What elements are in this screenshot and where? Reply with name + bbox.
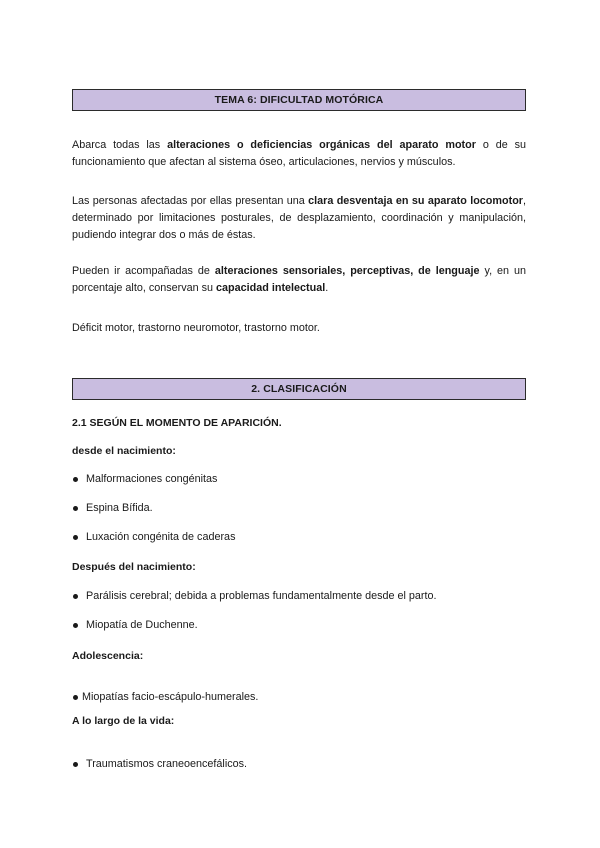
text-run: , determinado por limitaciones posturales, de desplazamiento, coordinación y manipulación, pudiendo integrar dos o más de éstas.: [72, 195, 526, 241]
list-item-text: Parálisis cerebral; debida a problemas fundamentalmente desde el parto.: [86, 590, 437, 602]
list-item: [72, 619, 198, 631]
list-item-text: Espina Bífida.: [86, 502, 153, 514]
text-run: y, en un porcentaje alto, conservan su: [72, 265, 526, 294]
intro-paragraph-3: [72, 263, 526, 297]
list-item-text: Malformaciones congénitas: [86, 473, 218, 485]
bullet-icon: [73, 477, 78, 482]
bold-run: alteraciones sensoriales, perceptivas, de lenguaje: [214, 265, 480, 277]
bullet-icon: [73, 506, 78, 511]
list-item: [72, 590, 437, 602]
list-item-text: Miopatías facio-escápulo-humerales.: [82, 691, 259, 703]
bullet-icon: [73, 695, 78, 700]
bullet-icon: [73, 594, 78, 599]
intro-paragraph-4: [72, 320, 526, 337]
intro-paragraph-2: [72, 193, 526, 244]
text-run: Pueden ir acompañadas de: [72, 265, 215, 277]
bullet-icon: [73, 623, 78, 628]
list-item: [72, 758, 247, 770]
text-run: Déficit motor, trastorno neuromotor, trastorno motor.: [72, 322, 320, 334]
text-run: Abarca todas las: [72, 139, 168, 151]
subheading: 2.1 SEGÚN EL MOMENTO DE APARICIÓN.: [72, 417, 282, 429]
list-item: [72, 502, 153, 514]
list-item-text: Miopatía de Duchenne.: [86, 619, 198, 631]
group-label: desde el nacimiento:: [72, 445, 176, 457]
section-title-text: TEMA 6: DIFICULTAD MOTÓRICA: [214, 94, 384, 106]
bold-run: capacidad intelectual: [216, 282, 326, 294]
text-run: .: [325, 282, 329, 294]
bullet-icon: [73, 535, 78, 540]
section-title-text: 2. CLASIFICACIÓN: [251, 383, 347, 395]
list-item-text: Luxación congénita de caderas: [86, 531, 236, 543]
bold-run: alteraciones o deficiencias orgánicas del aparato motor: [167, 139, 476, 151]
list-item-text: Traumatismos craneoencefálicos.: [86, 758, 248, 770]
list-item: [72, 691, 258, 703]
section-title-tema6: [72, 89, 526, 111]
list-item: [72, 473, 217, 485]
section-title-clasificacion: [72, 378, 526, 400]
intro-paragraph-1: [72, 137, 526, 171]
bullet-icon: [73, 762, 78, 767]
group-label: Después del nacimiento:: [72, 561, 196, 573]
group-label: A lo largo de la vida:: [72, 715, 175, 727]
bold-run: clara desventaja en su aparato locomotor: [308, 195, 523, 207]
text-run: Las personas afectadas por ellas presentan una: [72, 195, 309, 207]
group-label: Adolescencia:: [72, 650, 144, 662]
text-run: o de su funcionamiento que afectan al sistema óseo, articulaciones, nervios y músculos.: [72, 139, 526, 168]
list-item: [72, 531, 235, 543]
